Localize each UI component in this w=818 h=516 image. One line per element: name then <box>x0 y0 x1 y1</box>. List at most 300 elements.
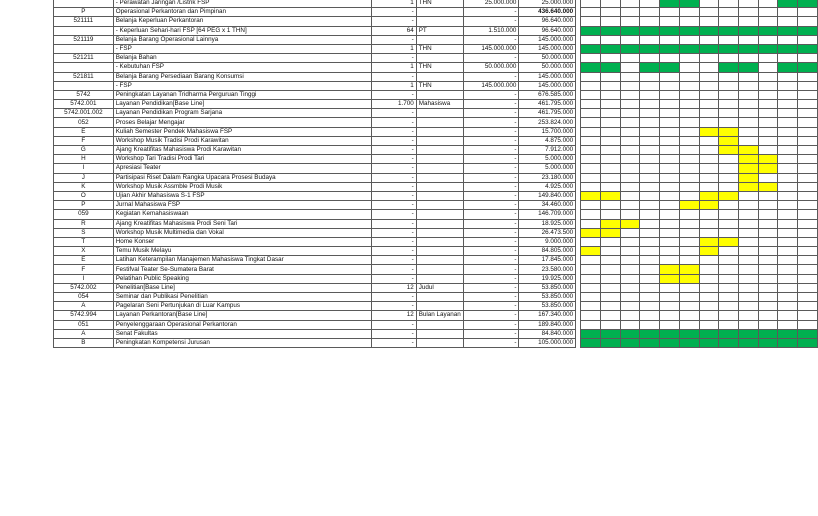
schedule-month-7-cell <box>699 127 719 136</box>
schedule-month-4-cell <box>640 311 660 320</box>
schedule-month-8-cell <box>719 265 739 274</box>
schedule-month-6-cell <box>679 320 699 329</box>
unit-cell: THN <box>416 63 463 72</box>
schedule-month-11-cell <box>778 173 798 182</box>
schedule-month-7-cell <box>699 81 719 90</box>
schedule-month-8-cell <box>719 201 739 210</box>
schedule-month-4-cell <box>640 210 660 219</box>
description-cell: Peningkatan Kompetensi Jurusan <box>113 338 371 347</box>
schedule-month-6-cell <box>679 219 699 228</box>
schedule-month-11-cell <box>778 127 798 136</box>
unit-cell <box>416 118 463 127</box>
table-row <box>54 136 818 145</box>
schedule-month-8-cell <box>719 63 739 72</box>
schedule-month-12-cell <box>798 283 818 292</box>
total-cell: 53.850.000 <box>519 283 576 292</box>
schedule-month-2-cell <box>600 100 620 109</box>
description-cell: - FSP <box>113 81 371 90</box>
total-cell: 96.640.000 <box>519 26 576 35</box>
total-cell: 96.640.000 <box>519 17 576 26</box>
schedule-month-8-cell <box>719 146 739 155</box>
total-cell: 18.925.000 <box>519 219 576 228</box>
schedule-month-7-cell <box>699 155 719 164</box>
volume-cell: - <box>372 182 417 191</box>
schedule-month-11-cell <box>778 210 798 219</box>
schedule-month-6-cell <box>679 237 699 246</box>
volume-cell: - <box>372 155 417 164</box>
schedule-month-1-cell <box>581 293 601 302</box>
unit-price-cell: - <box>463 256 519 265</box>
table-row <box>54 17 818 26</box>
schedule-month-7-cell <box>699 293 719 302</box>
volume-cell: - <box>372 210 417 219</box>
schedule-month-1-cell <box>581 237 601 246</box>
unit-price-cell: - <box>463 109 519 118</box>
schedule-month-4-cell <box>640 293 660 302</box>
schedule-month-4-cell <box>640 320 660 329</box>
schedule-month-5-cell <box>660 201 680 210</box>
table-row <box>54 320 818 329</box>
unit-cell <box>416 265 463 274</box>
schedule-month-2-cell <box>600 237 620 246</box>
schedule-month-4-cell <box>640 63 660 72</box>
description-cell: Layanan Pendidikan Program Sarjana <box>113 109 371 118</box>
unit-cell <box>416 338 463 347</box>
description-cell: Partisipasi Riset Dalam Rangka Upacara Prosesi Budaya <box>113 173 371 182</box>
unit-price-cell: - <box>463 164 519 173</box>
schedule-month-2-cell <box>600 127 620 136</box>
volume-cell: - <box>372 127 417 136</box>
schedule-month-10-cell <box>758 8 778 17</box>
schedule-month-11-cell <box>778 118 798 127</box>
account-code-cell: 521119 <box>54 35 114 44</box>
unit-cell <box>416 136 463 145</box>
schedule-month-2-cell <box>600 311 620 320</box>
schedule-month-6-cell <box>679 127 699 136</box>
schedule-month-9-cell <box>738 237 758 246</box>
schedule-month-8-cell <box>719 136 739 145</box>
total-cell: 145.000.000 <box>519 81 576 90</box>
description-cell: Kuliah Semester Pendek Mahasiswa FSP <box>113 127 371 136</box>
schedule-month-12-cell <box>798 63 818 72</box>
schedule-month-6-cell <box>679 311 699 320</box>
schedule-month-6-cell <box>679 72 699 81</box>
unit-cell <box>416 320 463 329</box>
schedule-month-9-cell <box>738 44 758 53</box>
schedule-month-3-cell <box>620 54 640 63</box>
table-row <box>54 311 818 320</box>
unit-price-cell: - <box>463 118 519 127</box>
schedule-month-7-cell <box>699 100 719 109</box>
unit-cell <box>416 293 463 302</box>
schedule-month-1-cell <box>581 146 601 155</box>
schedule-month-11-cell <box>778 100 798 109</box>
schedule-month-5-cell <box>660 0 680 8</box>
total-cell: 145.000.000 <box>519 35 576 44</box>
unit-price-cell: - <box>463 146 519 155</box>
schedule-month-7-cell <box>699 54 719 63</box>
account-code-cell: 5742.002 <box>54 283 114 292</box>
table-row <box>54 44 818 53</box>
account-code-cell: A <box>54 302 114 311</box>
account-code-cell: 5742.001 <box>54 100 114 109</box>
schedule-month-7-cell <box>699 44 719 53</box>
schedule-month-7-cell <box>699 146 719 155</box>
schedule-month-12-cell <box>798 44 818 53</box>
volume-cell: - <box>372 54 417 63</box>
schedule-month-1-cell <box>581 302 601 311</box>
schedule-month-3-cell <box>620 274 640 283</box>
volume-cell: 12 <box>372 283 417 292</box>
schedule-month-2-cell <box>600 228 620 237</box>
account-code-cell: G <box>54 146 114 155</box>
schedule-month-4-cell <box>640 146 660 155</box>
schedule-month-7-cell <box>699 274 719 283</box>
schedule-month-5-cell <box>660 191 680 200</box>
schedule-month-9-cell <box>738 0 758 8</box>
volume-cell: - <box>372 90 417 99</box>
schedule-month-6-cell <box>679 210 699 219</box>
schedule-month-12-cell <box>798 338 818 347</box>
schedule-month-3-cell <box>620 136 640 145</box>
schedule-month-12-cell <box>798 72 818 81</box>
schedule-month-11-cell <box>778 35 798 44</box>
volume-cell: - <box>372 72 417 81</box>
volume-cell: 1 <box>372 0 417 8</box>
table-body <box>54 0 818 348</box>
table-row <box>54 191 818 200</box>
account-code-cell: I <box>54 164 114 173</box>
schedule-month-1-cell <box>581 201 601 210</box>
schedule-month-11-cell <box>778 17 798 26</box>
unit-cell <box>416 256 463 265</box>
table-row <box>54 8 818 17</box>
schedule-month-7-cell <box>699 302 719 311</box>
schedule-month-1-cell <box>581 155 601 164</box>
table-row <box>54 256 818 265</box>
total-cell: 461.795.000 <box>519 109 576 118</box>
table-row <box>54 182 818 191</box>
schedule-month-9-cell <box>738 173 758 182</box>
unit-price-cell: - <box>463 54 519 63</box>
schedule-month-1-cell <box>581 118 601 127</box>
schedule-month-7-cell <box>699 191 719 200</box>
schedule-month-1-cell <box>581 173 601 182</box>
table-row <box>54 302 818 311</box>
schedule-month-11-cell <box>778 320 798 329</box>
schedule-month-5-cell <box>660 256 680 265</box>
total-cell: 23.580.000 <box>519 265 576 274</box>
description-cell: Ujian Akhir Mahasiswa S-1 FSP <box>113 191 371 200</box>
schedule-month-3-cell <box>620 44 640 53</box>
unit-cell <box>416 173 463 182</box>
schedule-month-10-cell <box>758 228 778 237</box>
schedule-month-12-cell <box>798 210 818 219</box>
schedule-month-6-cell <box>679 90 699 99</box>
total-cell: 4.925.000 <box>519 182 576 191</box>
schedule-month-3-cell <box>620 283 640 292</box>
schedule-month-7-cell <box>699 247 719 256</box>
schedule-month-9-cell <box>738 293 758 302</box>
schedule-month-2-cell <box>600 17 620 26</box>
description-cell: Temu Musik Melayu <box>113 247 371 256</box>
schedule-month-1-cell <box>581 26 601 35</box>
schedule-month-12-cell <box>798 219 818 228</box>
schedule-month-2-cell <box>600 44 620 53</box>
account-code-cell: B <box>54 338 114 347</box>
description-cell: - Kebutuhan FSP <box>113 63 371 72</box>
schedule-month-5-cell <box>660 283 680 292</box>
schedule-month-6-cell <box>679 256 699 265</box>
schedule-month-8-cell <box>719 0 739 8</box>
schedule-month-5-cell <box>660 17 680 26</box>
schedule-month-9-cell <box>738 127 758 136</box>
schedule-month-8-cell <box>719 118 739 127</box>
unit-price-cell: 145.000.000 <box>463 44 519 53</box>
schedule-month-1-cell <box>581 265 601 274</box>
unit-price-cell: - <box>463 311 519 320</box>
schedule-month-7-cell <box>699 136 719 145</box>
schedule-month-6-cell <box>679 136 699 145</box>
unit-price-cell: - <box>463 155 519 164</box>
schedule-month-12-cell <box>798 90 818 99</box>
unit-cell: Judul <box>416 283 463 292</box>
unit-cell <box>416 201 463 210</box>
schedule-month-1-cell <box>581 100 601 109</box>
schedule-month-7-cell <box>699 256 719 265</box>
schedule-month-6-cell <box>679 63 699 72</box>
schedule-month-10-cell <box>758 35 778 44</box>
schedule-month-1-cell <box>581 35 601 44</box>
unit-cell: THN <box>416 81 463 90</box>
schedule-month-8-cell <box>719 283 739 292</box>
volume-cell: - <box>372 201 417 210</box>
schedule-month-8-cell <box>719 329 739 338</box>
volume-cell: - <box>372 136 417 145</box>
schedule-month-11-cell <box>778 109 798 118</box>
schedule-month-1-cell <box>581 81 601 90</box>
schedule-month-12-cell <box>798 191 818 200</box>
unit-price-cell: - <box>463 329 519 338</box>
schedule-month-4-cell <box>640 90 660 99</box>
schedule-month-1-cell <box>581 228 601 237</box>
schedule-month-11-cell <box>778 274 798 283</box>
schedule-month-3-cell <box>620 219 640 228</box>
schedule-month-6-cell <box>679 146 699 155</box>
account-code-cell: P <box>54 8 114 17</box>
unit-cell <box>416 8 463 17</box>
unit-price-cell: 145.000.000 <box>463 81 519 90</box>
schedule-month-10-cell <box>758 146 778 155</box>
schedule-month-3-cell <box>620 228 640 237</box>
schedule-month-9-cell <box>738 8 758 17</box>
schedule-month-5-cell <box>660 72 680 81</box>
volume-cell: - <box>372 35 417 44</box>
volume-cell: - <box>372 219 417 228</box>
schedule-month-9-cell <box>738 63 758 72</box>
schedule-month-1-cell <box>581 329 601 338</box>
schedule-month-4-cell <box>640 247 660 256</box>
total-cell: 436.640.000 <box>519 8 576 17</box>
schedule-month-3-cell <box>620 118 640 127</box>
total-cell: 34.460.000 <box>519 201 576 210</box>
volume-cell: 12 <box>372 311 417 320</box>
schedule-month-6-cell <box>679 35 699 44</box>
description-cell: Penelitian[Base Line] <box>113 283 371 292</box>
schedule-month-10-cell <box>758 302 778 311</box>
schedule-month-12-cell <box>798 320 818 329</box>
schedule-month-6-cell <box>679 293 699 302</box>
schedule-month-1-cell <box>581 274 601 283</box>
schedule-month-2-cell <box>600 8 620 17</box>
schedule-month-10-cell <box>758 81 778 90</box>
schedule-month-2-cell <box>600 320 620 329</box>
schedule-month-10-cell <box>758 100 778 109</box>
schedule-month-2-cell <box>600 302 620 311</box>
schedule-month-4-cell <box>640 302 660 311</box>
table-row <box>54 210 818 219</box>
schedule-month-11-cell <box>778 54 798 63</box>
table-row <box>54 164 818 173</box>
unit-price-cell: - <box>463 302 519 311</box>
volume-cell: - <box>372 293 417 302</box>
description-cell: Latihan Keterampilan Manajemen Mahasiswa Tingkat Dasar <box>113 256 371 265</box>
schedule-month-7-cell <box>699 311 719 320</box>
schedule-month-4-cell <box>640 8 660 17</box>
schedule-month-7-cell <box>699 320 719 329</box>
schedule-month-5-cell <box>660 136 680 145</box>
schedule-month-9-cell <box>738 338 758 347</box>
table-row <box>54 219 818 228</box>
schedule-month-6-cell <box>679 0 699 8</box>
budget-schedule-table <box>53 0 818 348</box>
volume-cell: 1 <box>372 44 417 53</box>
schedule-month-2-cell <box>600 201 620 210</box>
schedule-month-1-cell <box>581 191 601 200</box>
schedule-month-1-cell <box>581 182 601 191</box>
schedule-month-11-cell <box>778 228 798 237</box>
account-code-cell: P <box>54 201 114 210</box>
schedule-month-8-cell <box>719 302 739 311</box>
schedule-month-2-cell <box>600 219 620 228</box>
schedule-month-11-cell <box>778 293 798 302</box>
schedule-month-6-cell <box>679 118 699 127</box>
volume-cell: - <box>372 118 417 127</box>
unit-cell: Bulan Layanan <box>416 311 463 320</box>
schedule-month-9-cell <box>738 100 758 109</box>
schedule-month-8-cell <box>719 54 739 63</box>
schedule-month-3-cell <box>620 0 640 8</box>
total-cell: 145.000.000 <box>519 72 576 81</box>
table-row <box>54 100 818 109</box>
unit-price-cell: - <box>463 219 519 228</box>
schedule-month-4-cell <box>640 191 660 200</box>
description-cell: Proses Belajar Mengajar <box>113 118 371 127</box>
schedule-month-7-cell <box>699 164 719 173</box>
schedule-month-5-cell <box>660 228 680 237</box>
schedule-month-1-cell <box>581 8 601 17</box>
schedule-month-2-cell <box>600 210 620 219</box>
schedule-month-2-cell <box>600 54 620 63</box>
account-code-cell: R <box>54 219 114 228</box>
schedule-month-12-cell <box>798 81 818 90</box>
schedule-month-10-cell <box>758 191 778 200</box>
description-cell: Workshop Musik Tradisi Prodi Karawitan <box>113 136 371 145</box>
schedule-month-6-cell <box>679 274 699 283</box>
schedule-month-10-cell <box>758 182 778 191</box>
table-row <box>54 26 818 35</box>
schedule-month-7-cell <box>699 72 719 81</box>
total-cell: 167.340.000 <box>519 311 576 320</box>
schedule-month-5-cell <box>660 237 680 246</box>
schedule-month-4-cell <box>640 109 660 118</box>
schedule-month-6-cell <box>679 8 699 17</box>
schedule-month-8-cell <box>719 210 739 219</box>
schedule-month-4-cell <box>640 228 660 237</box>
unit-price-cell: - <box>463 320 519 329</box>
schedule-month-9-cell <box>738 81 758 90</box>
schedule-month-12-cell <box>798 182 818 191</box>
account-code-cell <box>54 0 114 8</box>
volume-cell: - <box>372 228 417 237</box>
volume-cell: - <box>372 164 417 173</box>
unit-price-cell: - <box>463 247 519 256</box>
schedule-month-6-cell <box>679 44 699 53</box>
schedule-month-5-cell <box>660 219 680 228</box>
schedule-month-12-cell <box>798 127 818 136</box>
table-row <box>54 293 818 302</box>
schedule-month-12-cell <box>798 118 818 127</box>
unit-price-cell: - <box>463 293 519 302</box>
table-row <box>54 63 818 72</box>
schedule-month-2-cell <box>600 247 620 256</box>
volume-cell: 1.700 <box>372 100 417 109</box>
schedule-month-12-cell <box>798 26 818 35</box>
description-cell: Operasional Perkantoran dan Pimpinan <box>113 8 371 17</box>
schedule-month-8-cell <box>719 311 739 320</box>
schedule-month-10-cell <box>758 109 778 118</box>
schedule-month-6-cell <box>679 81 699 90</box>
schedule-month-10-cell <box>758 329 778 338</box>
account-code-cell: 521111 <box>54 17 114 26</box>
schedule-month-5-cell <box>660 118 680 127</box>
schedule-month-10-cell <box>758 155 778 164</box>
schedule-month-5-cell <box>660 8 680 17</box>
schedule-month-7-cell <box>699 329 719 338</box>
description-cell: Peningkatan Layanan Tridharma Perguruan Tinggi <box>113 90 371 99</box>
table-row <box>54 247 818 256</box>
schedule-month-3-cell <box>620 81 640 90</box>
total-cell: 5.000.000 <box>519 164 576 173</box>
description-cell: Kegiatan Kemahasiswaan <box>113 210 371 219</box>
account-code-cell <box>54 81 114 90</box>
schedule-month-12-cell <box>798 228 818 237</box>
unit-cell <box>416 109 463 118</box>
schedule-month-7-cell <box>699 338 719 347</box>
unit-price-cell: - <box>463 35 519 44</box>
total-cell: 4.875.000 <box>519 136 576 145</box>
schedule-month-4-cell <box>640 17 660 26</box>
schedule-month-2-cell <box>600 256 620 265</box>
schedule-month-11-cell <box>778 146 798 155</box>
schedule-month-8-cell <box>719 90 739 99</box>
schedule-month-2-cell <box>600 118 620 127</box>
schedule-month-5-cell <box>660 100 680 109</box>
total-cell: 84.840.000 <box>519 329 576 338</box>
schedule-month-1-cell <box>581 127 601 136</box>
schedule-month-4-cell <box>640 54 660 63</box>
schedule-month-5-cell <box>660 338 680 347</box>
